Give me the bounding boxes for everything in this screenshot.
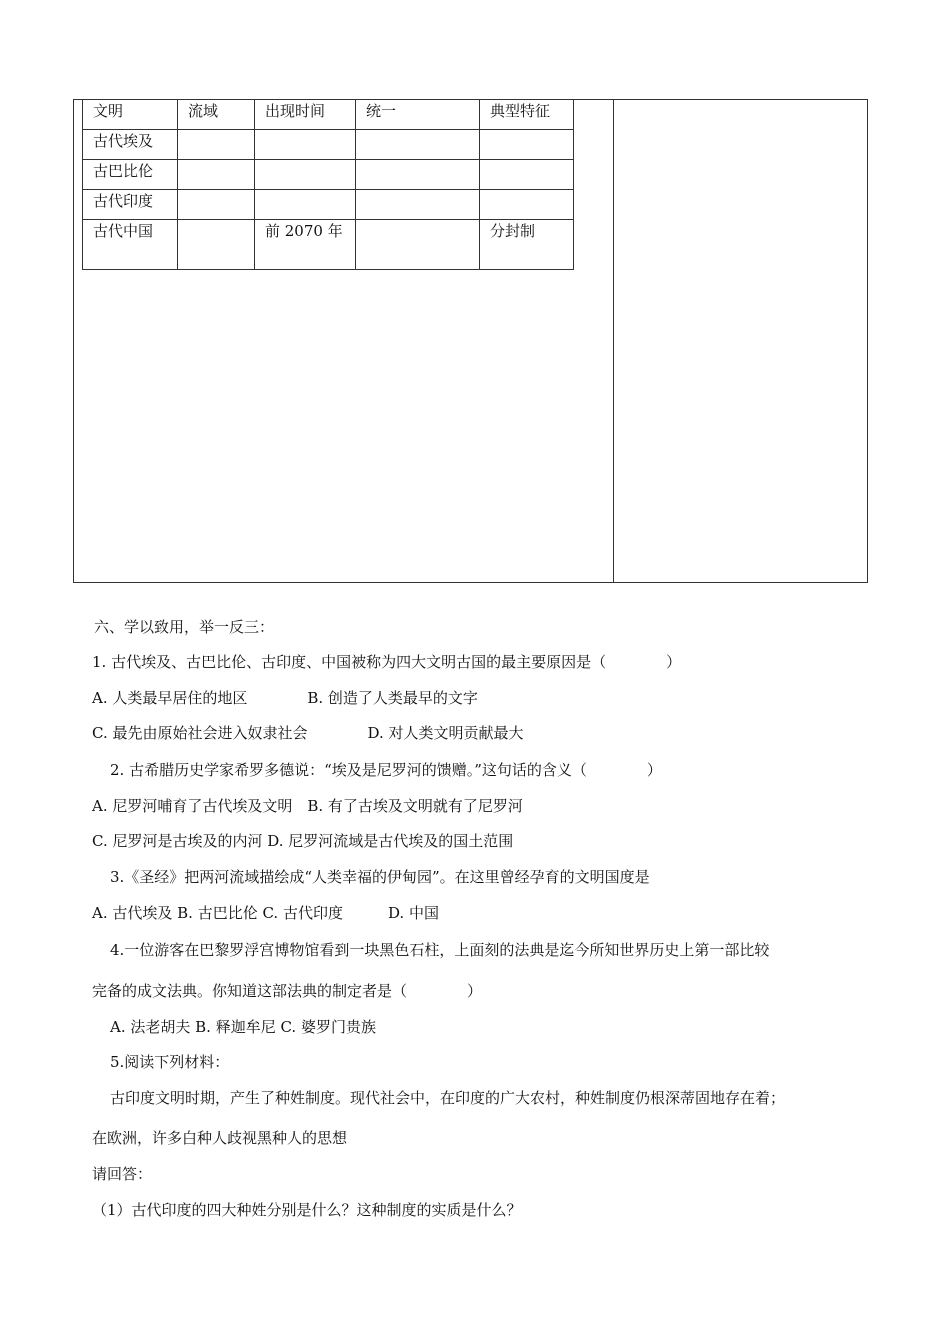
table-cell: 古代印度 — [83, 190, 178, 220]
table-cell: 分封制 — [480, 220, 574, 270]
table-row — [83, 220, 574, 270]
table-cell: 前 2070 年 — [255, 220, 356, 270]
table-cell — [178, 130, 255, 160]
table-row — [83, 130, 574, 160]
table-cell — [178, 190, 255, 220]
question-3: 3.《圣经》把两河流域描绘成“人类幸福的伊甸园”。在这里曾经孕育的文明国度是 — [110, 868, 650, 886]
header-time: 出现时间 — [255, 100, 356, 130]
table-cell — [356, 220, 480, 270]
header-civilization: 文明 — [83, 100, 178, 130]
table-cell — [178, 220, 255, 270]
material-text-continued: 在欧洲，许多白种人歧视黑种人的思想 — [92, 1129, 348, 1147]
question-4: 4.一位游客在巴黎罗浮宫博物馆看到一块黑色石柱，上面刻的法典是迄今所知世界历史上第一部比较 — [110, 941, 770, 959]
material-text: 古印度文明时期，产生了种姓制度。现代社会中，在印度的广大农村，种姓制度仍根深蒂固地存在着； — [110, 1089, 786, 1107]
header-river-basin: 流域 — [178, 100, 255, 130]
table-cell — [480, 190, 574, 220]
header-unification: 统一 — [356, 100, 480, 130]
question-2-options-cd: C. 尼罗河是古埃及的内河 D. 尼罗河流域是古代埃及的国土范围 — [92, 832, 514, 850]
table-cell — [356, 160, 480, 190]
sub-question-1: （1）古代印度的四大种姓分别是什么？这种制度的实质是什么？ — [92, 1201, 522, 1219]
table-cell: 古巴比伦 — [83, 160, 178, 190]
outer-divider — [613, 99, 614, 583]
question-1: 1. 古代埃及、古巴比伦、古印度、中国被称为四大文明古国的最主要原因是（ ） — [92, 653, 682, 671]
civilization-table — [82, 99, 574, 270]
question-5: 5.阅读下列材料： — [110, 1053, 230, 1071]
question-3-options: A. 古代埃及 B. 古巴比伦 C. 古代印度 D. 中国 — [92, 904, 439, 922]
answer-prompt: 请回答： — [92, 1165, 153, 1183]
question-4-options: A. 法老胡夫 B. 释迦牟尼 C. 婆罗门贵族 — [110, 1018, 376, 1036]
table-cell: 古代埃及 — [83, 130, 178, 160]
question-1-options-cd: C. 最先由原始社会进入奴隶社会 D. 对人类文明贡献最大 — [92, 724, 524, 742]
header-feature: 典型特征 — [480, 100, 574, 130]
section-heading: 六、学以致用，举一反三： — [94, 618, 275, 636]
question-1-options-ab: A. 人类最早居住的地区 B. 创造了人类最早的文字 — [92, 689, 478, 707]
table-cell — [178, 160, 255, 190]
table-cell — [255, 130, 356, 160]
table-cell: 古代中国 — [83, 220, 178, 270]
table-header-row — [83, 100, 574, 130]
table-cell — [480, 130, 574, 160]
table-cell — [356, 130, 480, 160]
question-2: 2. 古希腊历史学家希罗多德说：“埃及是尼罗河的馈赠。”这句话的含义（ ） — [110, 761, 662, 779]
table-cell — [255, 160, 356, 190]
question-4-continued: 完备的成文法典。你知道这部法典的制定者是（ ） — [92, 982, 483, 1000]
table-row — [83, 190, 574, 220]
table-cell — [480, 160, 574, 190]
question-2-options-ab: A. 尼罗河哺育了古代埃及文明 B. 有了古埃及文明就有了尼罗河 — [92, 797, 523, 815]
table-row — [83, 160, 574, 190]
table-cell — [356, 190, 480, 220]
table-cell — [255, 190, 356, 220]
